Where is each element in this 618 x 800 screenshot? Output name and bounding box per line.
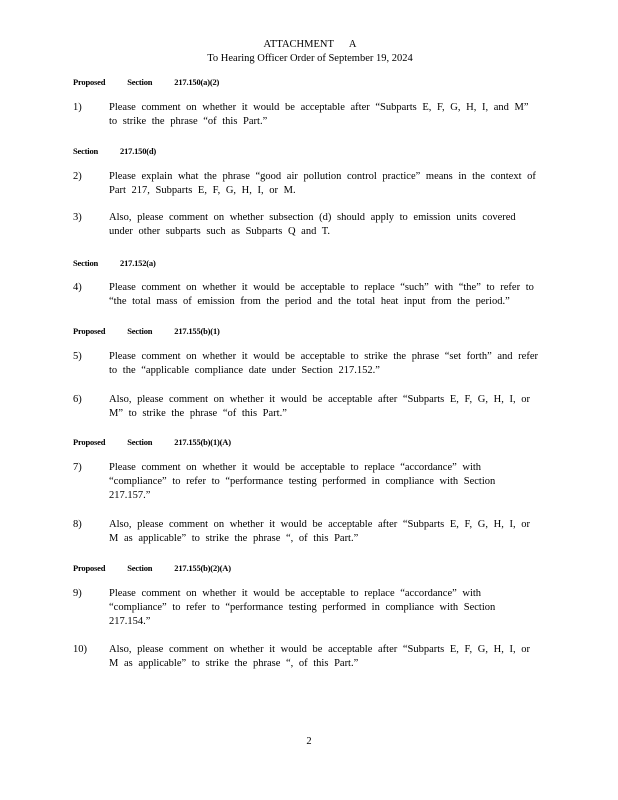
item-text: Please comment on whether it would be acceptable after “Subparts E, F, G, H, I, and M” to strike the phrase “of this Part.” [109, 102, 529, 127]
item-text: Please comment on whether it would be acceptable to replace “accordance” with “compliance” to refer to “performance testing performed in compliance with Section 217.157.” [109, 462, 496, 501]
section-heading [73, 144, 156, 158]
item-text: Please comment on whether it would be acceptable to strike the phrase “set forth” and refer to the “applicable compliance date under Section 217.152.” [109, 351, 538, 376]
section-word: Section [127, 437, 153, 447]
section-word: Section [73, 146, 99, 156]
section-heading [73, 435, 231, 449]
section-ref: 217.150(a)(2) [174, 77, 220, 87]
section-prefix: Proposed [73, 437, 106, 447]
item-number: 8) [73, 519, 82, 530]
section-word: Section [73, 258, 99, 268]
item-number: 3) [73, 212, 82, 223]
item-number: 7) [73, 462, 82, 473]
section-ref: 217.155(b)(1) [174, 326, 220, 336]
item-text: Also, please comment on whether it would be acceptable after “Subparts E, F, G, H, I, or M” to strike the phrase “of this Part.” [109, 394, 530, 419]
item-text: Also, please comment on whether subsection (d) should apply to emission units covered under other subparts such as Subparts Q and T. [109, 212, 516, 237]
section-heading [73, 324, 220, 338]
item-text: Please comment on whether it would be acceptable to replace “accordance” with “compliance” to refer to “performance testing performed in compliance with Section 217.154.” [109, 588, 496, 627]
item-number: 9) [73, 588, 82, 599]
item-text: Please comment on whether it would be acceptable to replace “such” with “the” to refer to “the total mass of emission from the period and the total heat input from the period.” [109, 282, 534, 307]
section-word: Section [127, 563, 153, 573]
section-heading [73, 75, 219, 89]
item-number: 1) [73, 102, 82, 113]
attachment-subtitle: To Hearing Officer Order of September 19, 2024 [207, 53, 413, 64]
section-ref: 217.150(d) [120, 146, 157, 156]
attachment-title: ATTACHMENT A [263, 39, 357, 50]
page-number: 2 [306, 736, 312, 747]
section-prefix: Proposed [73, 563, 106, 573]
item-text: Also, please comment on whether it would be acceptable after “Subparts E, F, G, H, I, or M as applicable” to strike the phrase “, of this Part.” [109, 519, 530, 544]
item-number: 5) [73, 351, 82, 362]
item-number: 6) [73, 394, 82, 405]
section-word: Section [127, 326, 153, 336]
item-text: Also, please comment on whether it would be acceptable after “Subparts E, F, G, H, I, or M as applicable” to strike the phrase “, of this Part.” [109, 644, 530, 669]
section-ref: 217.155(b)(1)(A) [174, 437, 231, 447]
attachment-header [0, 38, 618, 66]
section-prefix: Proposed [73, 326, 106, 336]
item-text: Please explain what the phrase “good air pollution control practice” means in the context of Part 217, Subparts E, F, G, H, I, or M. [109, 171, 536, 196]
item-number: 2) [73, 171, 82, 182]
section-word: Section [127, 77, 153, 87]
item-number: 10) [73, 644, 87, 655]
item-number: 4) [73, 282, 82, 293]
section-ref: 217.152(a) [120, 258, 156, 268]
section-prefix: Proposed [73, 77, 106, 87]
section-heading [73, 561, 231, 575]
section-heading [73, 256, 156, 270]
section-ref: 217.155(b)(2)(A) [174, 563, 231, 573]
